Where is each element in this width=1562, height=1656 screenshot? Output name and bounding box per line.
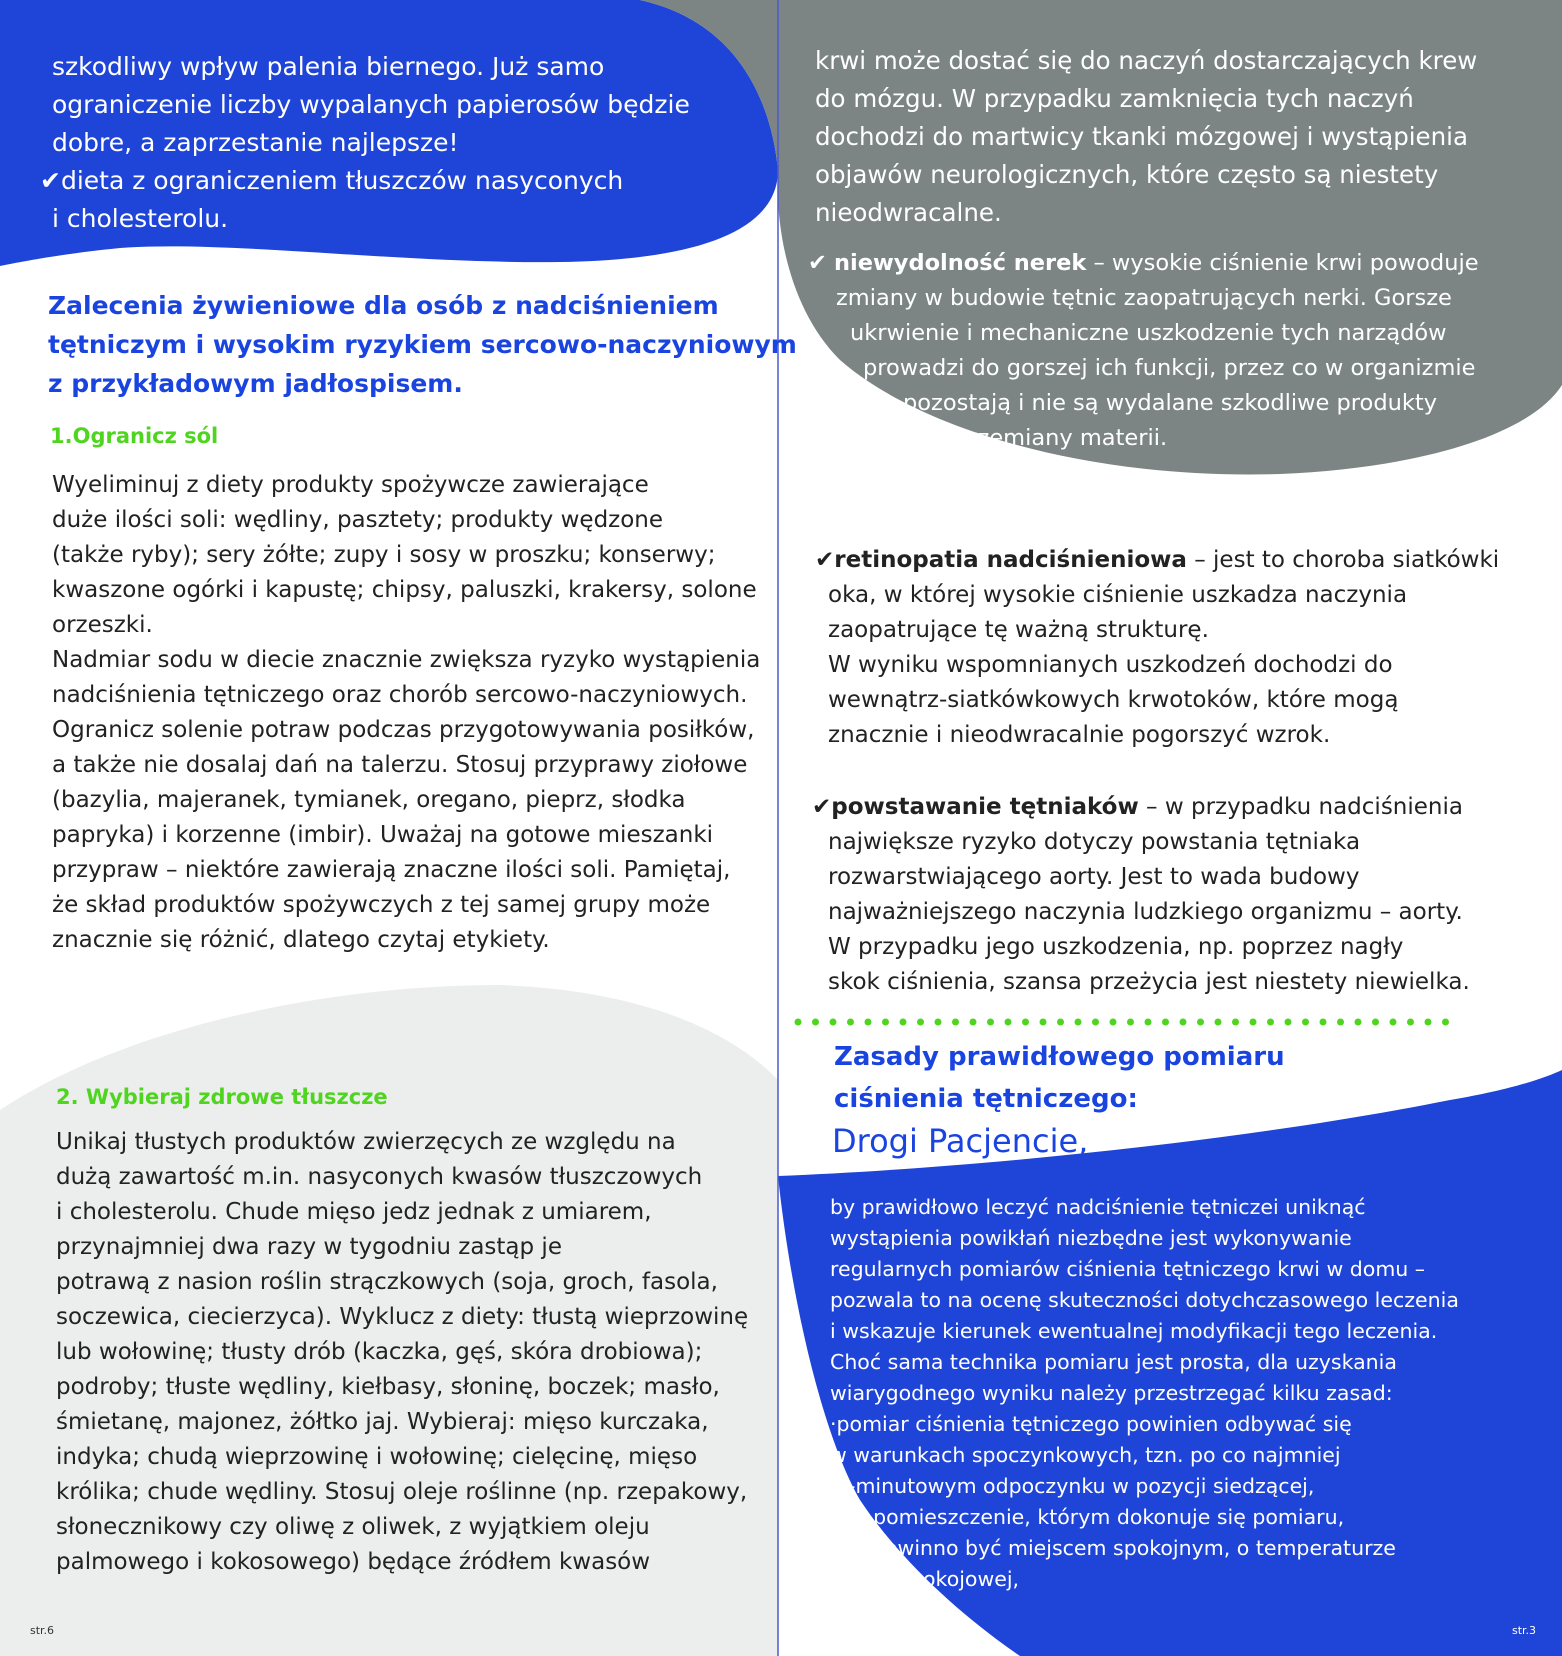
page-number-left: str.6 (30, 1624, 55, 1637)
section2-title: 2. Wybieraj zdrowe tłuszcze (56, 1085, 388, 1109)
text-line: pozostają i nie są wydalane szkodliwe produkty (903, 390, 1438, 416)
text-line: W wyniku wspomnianych uszkodzeń dochodzi do (828, 652, 1393, 678)
text-line: podroby; tłuste wędliny, kiełbasy, słoninę, boczek; masło, (56, 1374, 720, 1400)
section1-body (52, 468, 760, 958)
text-line: powinno być miejscem spokojnym, o temperaturze (872, 1536, 1396, 1560)
heading-line: Zasady prawidłowego pomiaru (834, 1042, 1285, 1072)
text-line: ukrwienie i mechaniczne uszkodzenie tych narządów (850, 320, 1447, 346)
check-icon: ✔ (40, 166, 61, 195)
text-line: lub wołowinę; tłusty drób (kaczka, gęś, skóra drobiowa); (56, 1339, 703, 1365)
text-line: a pomieszczenie, którym dokonuje się pomiaru, (854, 1505, 1345, 1529)
text-line: W przypadku jego uszkodzenia, np. poprzez nagły (828, 934, 1404, 960)
text-line: krwi może dostać się do naczyń dostarczających krew (815, 46, 1478, 75)
zasady-body (830, 1192, 1459, 1595)
text-line: Ogranicz solenie potraw podczas przygotowywania posiłków, (52, 717, 755, 743)
retinopatia-bullet (815, 543, 1499, 753)
page-number-right: str.3 (1512, 1624, 1537, 1637)
text-line: Wyeliminuj z diety produkty spożywcze zawierające (52, 472, 649, 498)
text-line: by prawidłowo leczyć nadciśnienie tętniczei uniknąć (830, 1195, 1366, 1219)
text-line: przemiany materii. (954, 425, 1168, 451)
text-line: wystąpienia powikłań niezbędne jest wykonywanie (830, 1226, 1352, 1250)
bullet-rest: – w przypadku nadciśnienia (1138, 794, 1463, 820)
text-line: Choć sama technika pomiaru jest prosta, dla uzyskania (830, 1350, 1397, 1374)
text-line: dochodzi do martwicy tkanki mózgowej i wystąpienia (815, 122, 1468, 151)
text-line: Unikaj tłustych produktów zwierzęcych ze względu na (56, 1129, 676, 1155)
text-line: ograniczenie liczby wypalanych papierosów będzie (52, 90, 690, 119)
text-line: papryka) i korzenne (imbir). Uważaj na gotowe mieszanki (52, 822, 714, 848)
text-line: pozwala to na ocenę skuteczności dotychczasowego leczenia (830, 1288, 1459, 1312)
bullet-rest: – wysokie ciśnienie krwi powoduje (1086, 250, 1479, 276)
text-line: palmowego i kokosowego) będące źródłem kwasów (56, 1549, 651, 1575)
text-line: przypraw – niektóre zawierają znaczne ilości soli. Pamiętaj, (52, 857, 731, 883)
text-line: kwaszone ogórki i kapustę; chipsy, paluszki, krakersy, solone (52, 577, 757, 603)
text-line: śmietanę, majonez, żółtko jaj. Wybieraj: mięso kurczaka, (56, 1409, 709, 1435)
nerek-bullet (808, 246, 1479, 456)
text-line: i wskazuje kierunek ewentualnej modyfikacji tego leczenia. (830, 1319, 1438, 1343)
text-line: zmiany w budowie tętnic zaopatrujących nerki. Gorsze (836, 285, 1452, 311)
tetniaki-bullet (812, 790, 1470, 1000)
text-line: pokojowej, (910, 1567, 1020, 1591)
text-line: dobre, a zaprzestanie najlepsze! (52, 128, 459, 157)
text-line: królika; chude wędliny. Stosuj oleje roślinne (np. rzepakowy, (56, 1479, 748, 1505)
text-line: prowadzi do gorszej ich funkcji, przez co w organizmie (863, 355, 1476, 381)
zasady-heading (834, 1036, 1285, 1120)
text-line: rozwarstwiającego aorty. Jest to wada budowy (828, 864, 1360, 890)
check-icon: ✔ (812, 794, 832, 820)
text-line: wewnątrz-siatkówkowych krwotoków, które mogą (828, 687, 1399, 713)
text-line: do mózgu. W przypadku zamknięcia tych naczyń (815, 84, 1414, 113)
bullet-bold: powstawanie tętniaków (831, 794, 1139, 820)
right-top-text (815, 42, 1477, 232)
bullet-line (812, 790, 1470, 825)
text-line: słonecznikowy czy oliwę z oliwek, z wyjątkiem oleju (56, 1514, 650, 1540)
text-line: najważniejszego naczynia ludzkiego organizmu – aorty. (828, 899, 1463, 925)
text-line: i cholesterolu. (52, 204, 229, 233)
text-line: regularnych pomiarów ciśnienia tętniczego krwi w domu – (830, 1257, 1426, 1281)
text-line: zaopatrujące tę ważną strukturę. (828, 617, 1209, 643)
text-line: znacznie się różnić, dlatego czytaj etykiety. (52, 927, 550, 953)
heading-line: Zalecenia żywieniowe dla osób z nadciśnieniem (48, 291, 719, 320)
text-line: największe ryzyko dotyczy powstania tętniaka (828, 829, 1361, 855)
text-line: 5-minutowym odpoczynku w pozycji siedzącej, (835, 1474, 1315, 1498)
text-line: znacznie i nieodwracalnie pogorszyć wzrok. (828, 722, 1331, 748)
text-line: w warunkach spoczynkowych, tzn. po co najmniej (830, 1443, 1341, 1467)
text-line: że skład produktów spożywczych z tej samej grupy może (52, 892, 711, 918)
bullet-bold: retinopatia nadciśnieniowa (834, 547, 1187, 573)
bullet-rest: – jest to choroba siatkówki (1186, 547, 1500, 573)
bullet-bold: niewydolność nerek (834, 250, 1087, 276)
check-icon: ✔ (808, 250, 827, 276)
text-line: nieodwracalne. (815, 198, 1002, 227)
bullet-line (40, 162, 690, 200)
text-line: i cholesterolu. Chude mięso jedz jednak z umiarem, (56, 1199, 652, 1225)
text-line: nadciśnienia tętniczego oraz chorób sercowo-naczyniowych. (52, 682, 748, 708)
heading-line: tętniczym i wysokim ryzykiem sercowo-naczyniowym (48, 330, 797, 359)
text-line: przynajmniej dwa razy w tygodniu zastąp je (56, 1234, 562, 1260)
text-line: Nadmiar sodu w diecie znacznie zwiększa ryzyko wystąpienia (52, 647, 761, 673)
section2-body (56, 1125, 748, 1580)
text-line: wiarygodnego wyniku należy przestrzegać kilku zasad: (830, 1381, 1393, 1405)
text-line: orzeszki. (52, 612, 153, 638)
text-line: a także nie dosalaj dań na talerzu. Stosuj przyprawy ziołowe (52, 752, 748, 778)
text-line: ·pomiar ciśnienia tętniczego powinien odbywać się (830, 1412, 1352, 1436)
text-line: oka, w której wysokie ciśnienie uszkadza naczynia (828, 582, 1408, 608)
text-line: skok ciśnienia, szansa przeżycia jest niestety niewielka. (828, 969, 1470, 995)
heading-line: z przykładowym jadłospisem. (48, 369, 463, 398)
text-line: dużą zawartość m.in. nasyconych kwasów tłuszczowych (56, 1164, 703, 1190)
text-line: indyka; chudą wieprzowinę i wołowinę; cielęcinę, mięso (56, 1444, 698, 1470)
text-line: duże ilości soli: wędliny, pasztety; produkty wędzone (52, 507, 664, 533)
text-line: (także ryby); sery żółte; zupy i sosy w proszku; konserwy; (52, 542, 716, 568)
bullet-line (815, 543, 1499, 578)
main-heading (48, 286, 797, 403)
text-line: potrawą z nasion roślin strączkowych (soja, groch, fasola, (56, 1269, 718, 1295)
text-line: soczewica, ciecierzyca). Wyklucz z diety: tłustą wieprzowinę (56, 1304, 749, 1330)
text-line: dieta z ograniczeniem tłuszczów nasyconych (60, 166, 624, 195)
zasady-greeting: Drogi Pacjencie, (832, 1122, 1089, 1160)
text-line: szkodliwy wpływ palenia biernego. Już samo (52, 52, 605, 81)
left-top-text (40, 48, 690, 238)
check-icon: ✔ (815, 547, 835, 573)
text-line: objawów neurologicznych, które często są niestety (815, 160, 1439, 189)
section1-title: 1.Ogranicz sól (50, 424, 219, 448)
bullet-line (808, 246, 1479, 281)
text-line: (bazylia, majeranek, tymianek, oregano, pieprz, słodka (52, 787, 686, 813)
heading-line: ciśnienia tętniczego: (834, 1084, 1138, 1114)
